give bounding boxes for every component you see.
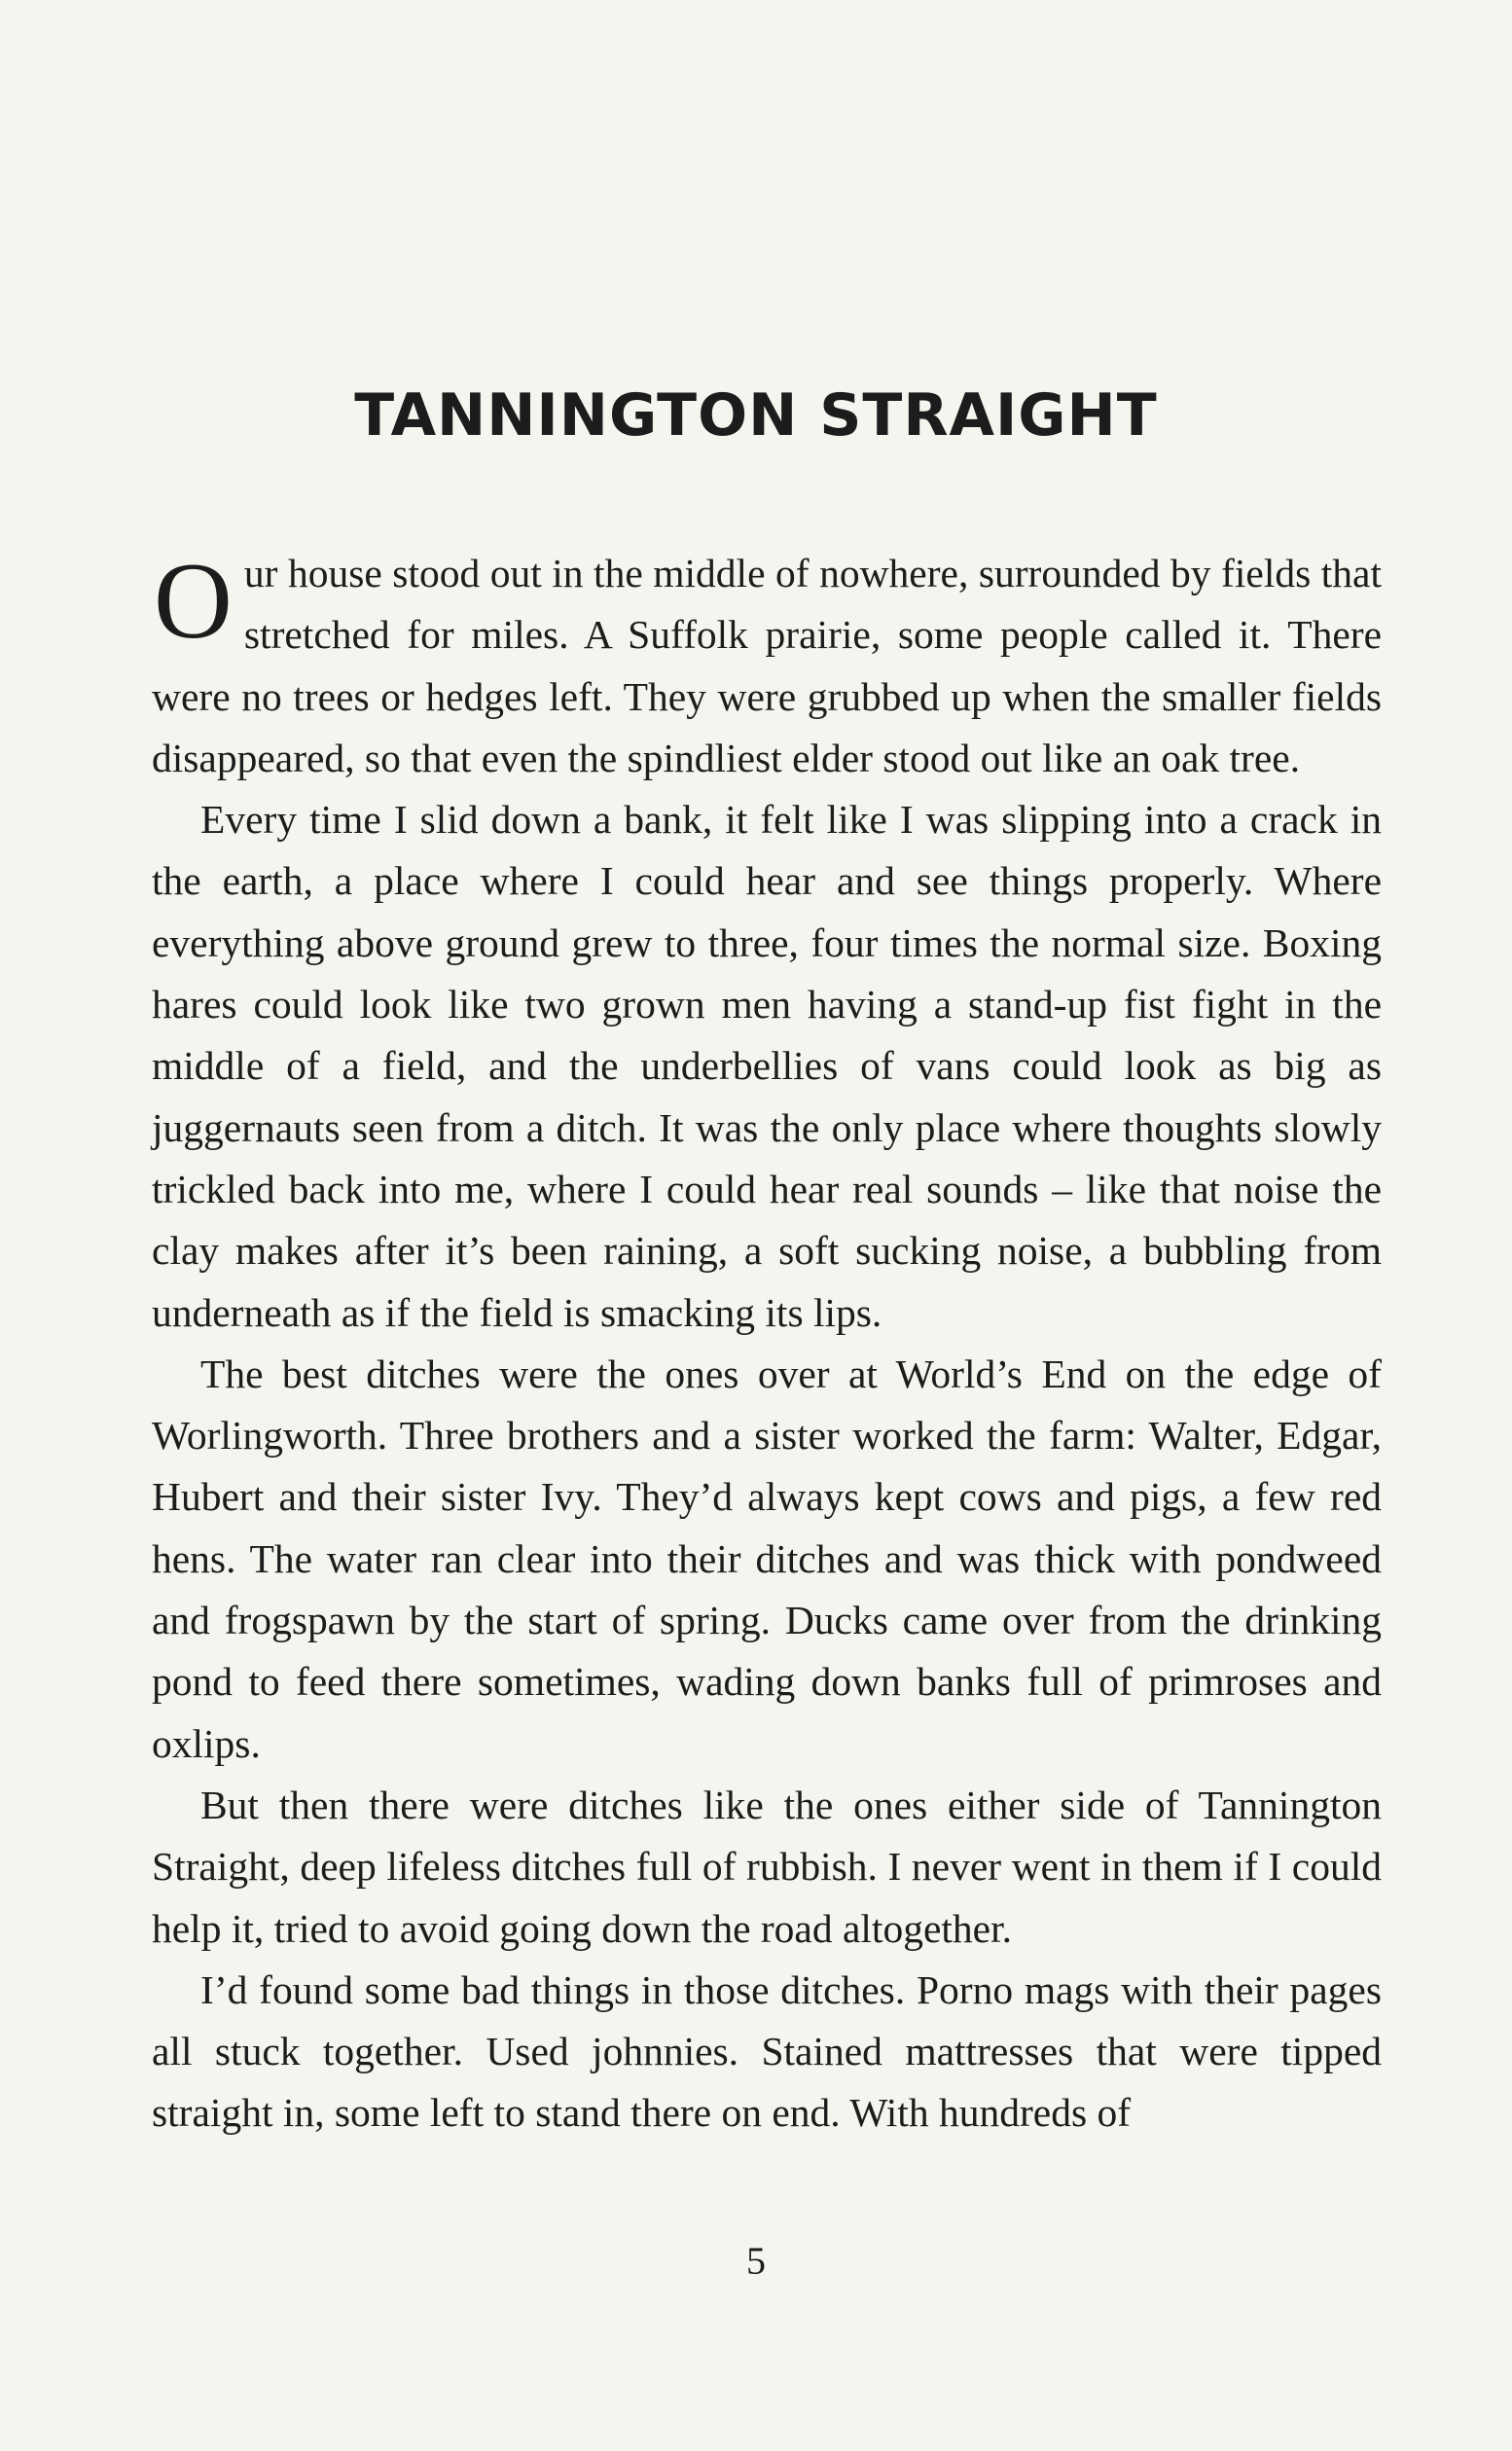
chapter-title: TANNINGTON STRAIGHT	[354, 381, 1158, 451]
paragraph-4: But then there were ditches like the ones either side of Tannington Straight, deep lifeless ditches full of rubbish. I never went in them if I could help it, tried to avoid going down the road altogether.	[152, 1782, 1382, 1951]
paragraph-5: I’d found some bad things in those ditches. Porno mags with their pages all stuck together. Used johnnies. Stained mattresses that were tipped straight in, some left to stand there on end. With hundreds of	[152, 1966, 1382, 2136]
paragraph-3: The best ditches were the ones over at World’s End on the edge of Worlingworth. Three brothers and a sister worked the farm: Walter, Edgar, Hubert and their sister Ivy. They’d always kept cows and pigs, a few red hens. The water ran clear into their ditches and was thick with pondweed and frogspawn by the start of spring. Ducks came over from the drinking pond to feed there sometimes, wading down banks full of primroses and oxlips.	[152, 1351, 1382, 1766]
paragraph-1	[152, 543, 1382, 789]
drop-cap: O	[154, 541, 233, 662]
paragraph-2: Every time I slid down a bank, it felt like I was slipping into a crack in the earth, a place where I could hear and see things properly. Where everything above ground grew to three, four times the normal size. Boxing hares could look like two grown men having a stand-up fist fight in the middle of a field, and the underbellies of vans could look as big as juggernauts seen from a ditch. It was the only place where thoughts slowly trickled back into me, where I could hear real sounds – like that noise the clay makes after it’s been raining, a soft sucking noise, a bubbling from underneath as if the field is smacking its lips.	[152, 797, 1382, 1335]
chapter-body	[152, 543, 1382, 2145]
paragraph-1-text: ur house stood out in the middle of nowhere, surrounded by fields that stretched for miles. A Suffolk prairie, some people called it. There were no trees or hedges left. They were grubbed up when the smaller fields disappeared, so that even the spindliest elder stood out like an oak tree.	[152, 551, 1382, 780]
page-number: 5	[746, 2239, 766, 2283]
